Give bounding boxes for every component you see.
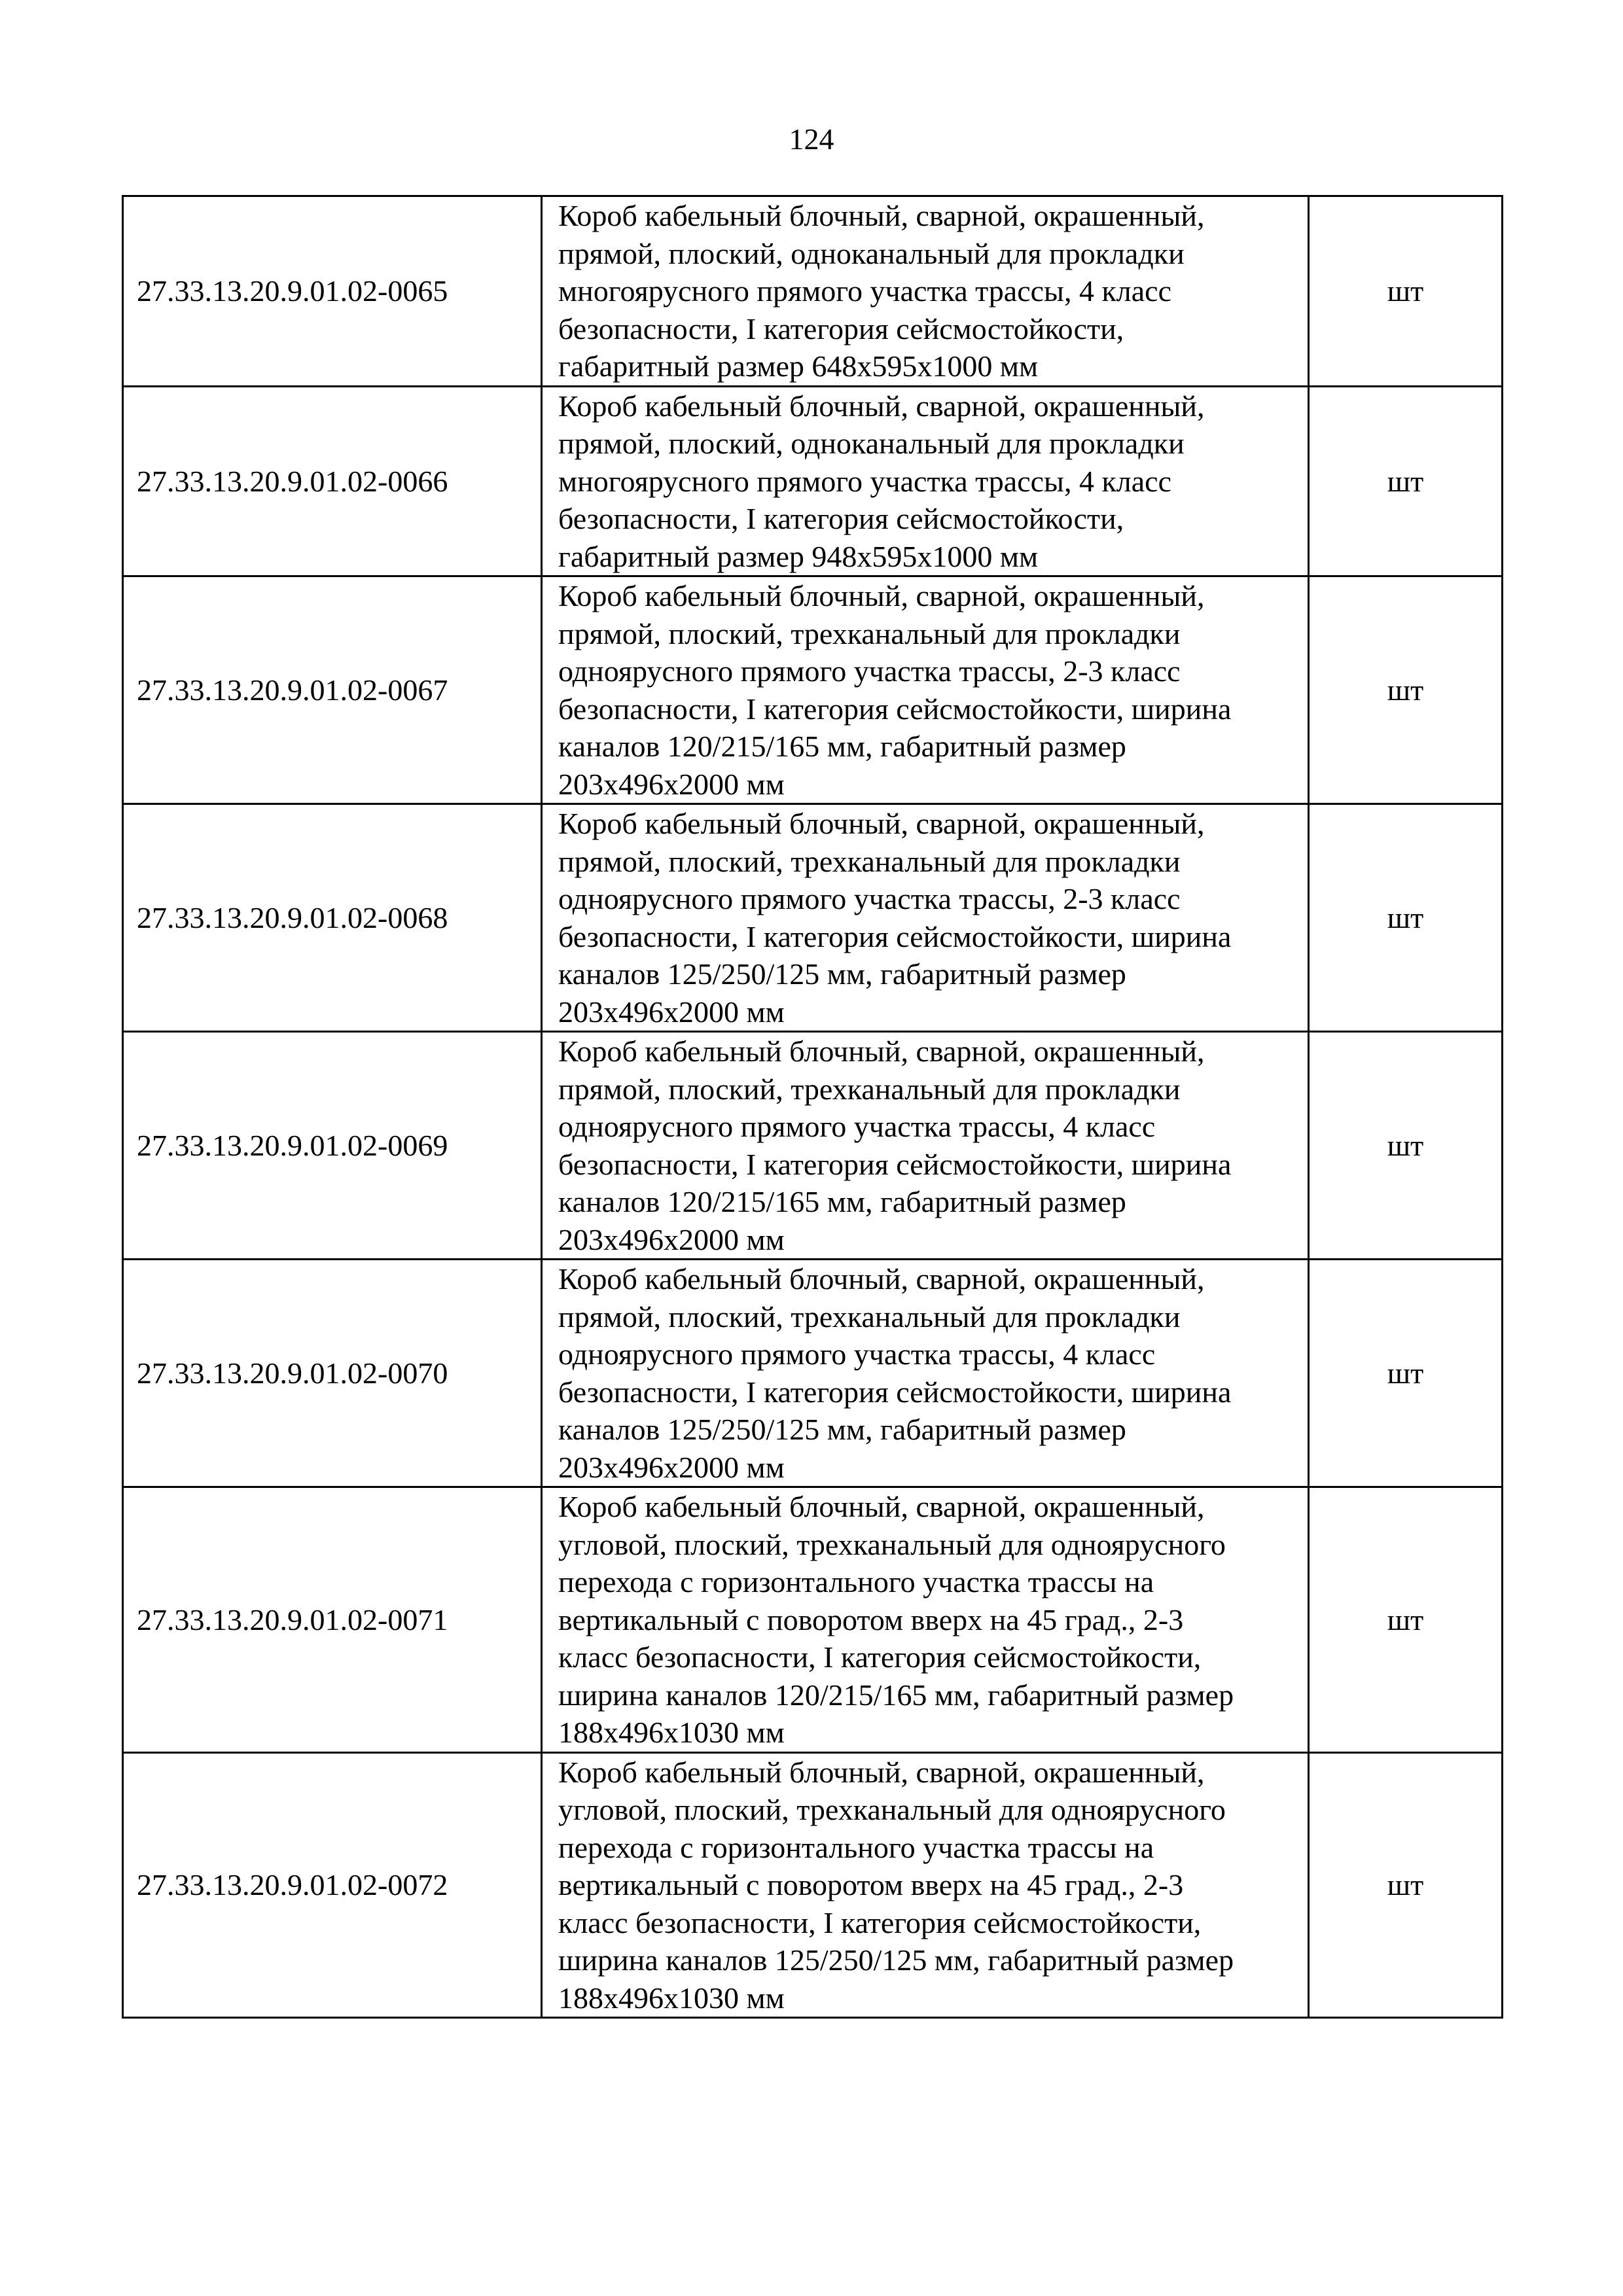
description-line: ширина каналов 120/215/165 мм, габаритный размер: [558, 1678, 1234, 1712]
items-table: [122, 195, 1503, 2019]
description-line: Короб кабельный блочный, сварной, окрашенный,: [558, 807, 1205, 840]
item-description: [542, 1752, 1309, 2018]
page-number: 124: [789, 122, 834, 156]
item-code: 27.33.13.20.9.01.02-0066: [123, 386, 542, 576]
item-unit: шт: [1309, 196, 1503, 387]
description-line: Короб кабельный блочный, сварной, окрашенный,: [558, 579, 1205, 612]
description-line: габаритный размер 648x595x1000 мм: [558, 349, 1039, 383]
description-line: Короб кабельный блочный, сварной, окрашенный,: [558, 199, 1205, 232]
item-code: 27.33.13.20.9.01.02-0067: [123, 576, 542, 804]
item-unit: шт: [1309, 1487, 1503, 1753]
item-description: [542, 576, 1309, 804]
description-line: одноярусного прямого участка трассы, 2-3 класс: [558, 882, 1181, 915]
description-line: прямой, плоский, трехканальный для прокладки: [558, 1072, 1181, 1106]
description-line: габаритный размер 948x595x1000 мм: [558, 539, 1039, 573]
description-line: одноярусного прямого участка трассы, 4 класс: [558, 1110, 1156, 1143]
item-description: [542, 386, 1309, 576]
description-line: прямой, плоский, одноканальный для прокладки: [558, 236, 1185, 270]
item-code: 27.33.13.20.9.01.02-0072: [123, 1752, 542, 2018]
item-unit: шт: [1309, 1260, 1503, 1487]
table-row: [123, 804, 1503, 1032]
description-line: каналов 125/250/125 мм, габаритный размер: [558, 957, 1126, 991]
description-line: 203x496x2000 мм: [558, 995, 785, 1029]
description-line: каналов 120/215/165 мм, габаритный размер: [558, 1185, 1126, 1218]
description-line: Короб кабельный блочный, сварной, окрашенный,: [558, 1755, 1205, 1789]
item-code: 27.33.13.20.9.01.02-0071: [123, 1487, 542, 1753]
description-line: перехода с горизонтального участка трассы на: [558, 1830, 1154, 1864]
item-unit: шт: [1309, 576, 1503, 804]
description-line: 203x496x2000 мм: [558, 1222, 785, 1256]
item-description: [542, 1032, 1309, 1260]
description-line: 203x496x2000 мм: [558, 1450, 785, 1484]
description-line: Короб кабельный блочный, сварной, окрашенный,: [558, 1490, 1205, 1523]
description-line: вертикальный с поворотом вверх на 45 град., 2-3: [558, 1868, 1184, 1901]
description-line: безопасности, I категория сейсмостойкости, ширина: [558, 1147, 1232, 1181]
description-line: безопасности, I категория сейсмостойкости, ширина: [558, 919, 1232, 953]
description-line: безопасности, I категория сейсмостойкости,: [558, 502, 1124, 535]
description-line: 188x496x1030 мм: [558, 1716, 785, 1749]
description-line: одноярусного прямого участка трассы, 2-3 класс: [558, 654, 1181, 688]
description-line: прямой, плоский, одноканальный для прокладки: [558, 427, 1185, 460]
table-row: [123, 576, 1503, 804]
table-row: [123, 1752, 1503, 2018]
description-line: одноярусного прямого участка трассы, 4 класс: [558, 1337, 1156, 1371]
description-line: перехода с горизонтального участка трассы на: [558, 1565, 1154, 1598]
item-code: 27.33.13.20.9.01.02-0065: [123, 196, 542, 387]
description-line: безопасности, I категория сейсмостойкости,: [558, 311, 1124, 345]
description-line: класс безопасности, I категория сейсмостойкости,: [558, 1905, 1202, 1939]
item-description: [542, 196, 1309, 387]
item-unit: шт: [1309, 386, 1503, 576]
description-line: каналов 125/250/125 мм, габаритный размер: [558, 1413, 1126, 1446]
item-description: [542, 1487, 1309, 1753]
description-line: 188x496x1030 мм: [558, 1981, 785, 2015]
description-line: многоярусного прямого участка трассы, 4 класс: [558, 274, 1172, 308]
description-line: Короб кабельный блочный, сварной, окрашенный,: [558, 389, 1205, 423]
item-unit: шт: [1309, 1752, 1503, 2018]
description-line: вертикальный с поворотом вверх на 45 град., 2-3: [558, 1602, 1184, 1636]
description-line: каналов 120/215/165 мм, габаритный размер: [558, 730, 1126, 763]
description-line: многоярусного прямого участка трассы, 4 класс: [558, 464, 1172, 498]
table-row: [123, 386, 1503, 576]
description-line: безопасности, I категория сейсмостойкости, ширина: [558, 692, 1232, 726]
item-code: 27.33.13.20.9.01.02-0069: [123, 1032, 542, 1260]
description-line: прямой, плоский, трехканальный для прокладки: [558, 844, 1181, 878]
description-line: безопасности, I категория сейсмостойкости, ширина: [558, 1375, 1232, 1409]
description-line: угловой, плоский, трехканальный для одноярусного: [558, 1793, 1226, 1826]
description-line: угловой, плоский, трехканальный для одноярусного: [558, 1527, 1226, 1561]
table-row: [123, 196, 1503, 387]
description-line: ширина каналов 125/250/125 мм, габаритный размер: [558, 1943, 1234, 1977]
description-line: класс безопасности, I категория сейсмостойкости,: [558, 1640, 1202, 1674]
table-row: [123, 1032, 1503, 1260]
item-description: [542, 804, 1309, 1032]
item-unit: шт: [1309, 1032, 1503, 1260]
item-code: 27.33.13.20.9.01.02-0068: [123, 804, 542, 1032]
item-description: [542, 1260, 1309, 1487]
item-unit: шт: [1309, 804, 1503, 1032]
description-line: прямой, плоский, трехканальный для прокладки: [558, 1299, 1181, 1333]
description-line: прямой, плоский, трехканальный для прокладки: [558, 616, 1181, 650]
table-row: [123, 1260, 1503, 1487]
description-line: Короб кабельный блочный, сварной, окрашенный,: [558, 1262, 1205, 1296]
item-code: 27.33.13.20.9.01.02-0070: [123, 1260, 542, 1487]
description-line: 203x496x2000 мм: [558, 767, 785, 801]
table-row: [123, 1487, 1503, 1753]
description-line: Короб кабельный блочный, сварной, окрашенный,: [558, 1034, 1205, 1068]
